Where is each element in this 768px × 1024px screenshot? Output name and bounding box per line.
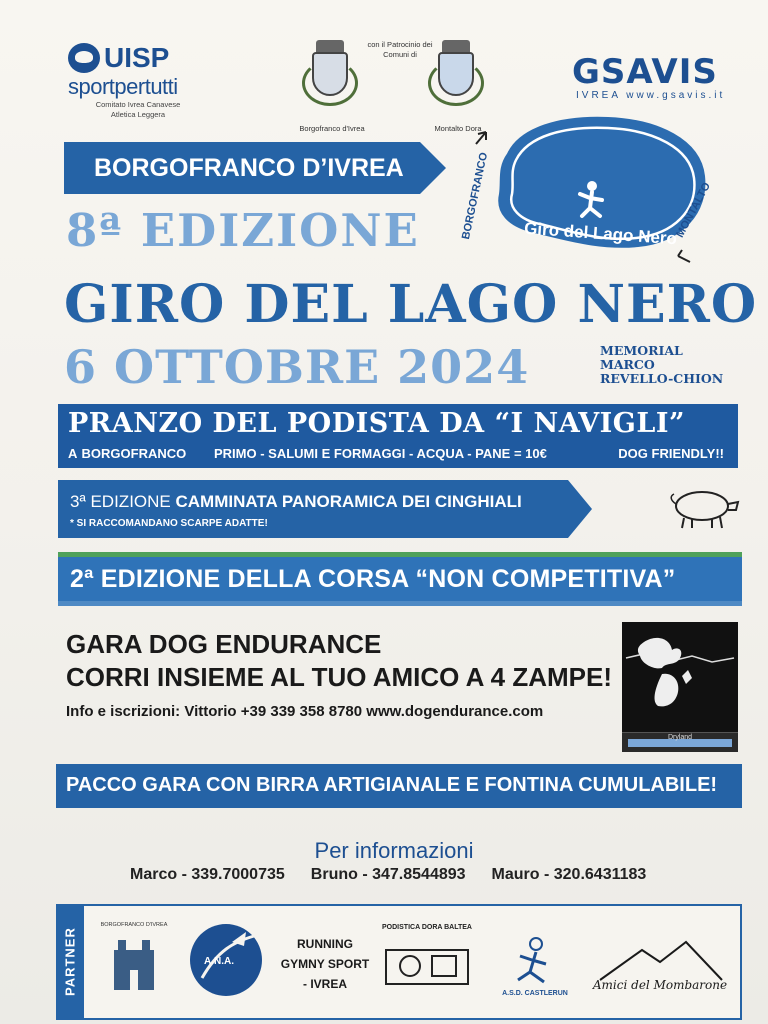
memorial-block xyxy=(600,344,723,386)
memorial-line-3: REVELLO-CHION xyxy=(600,371,724,386)
camminata-edition: 3ª EDIZIONE xyxy=(70,492,171,511)
dog-endurance-line-1: GARA DOG ENDURANCE xyxy=(66,629,382,659)
lago-nero-logo xyxy=(460,110,730,270)
gsavis-name: GSAVIS xyxy=(572,52,718,92)
corsa-title: 2ª EDIZIONE DELLA CORSA “NON COMPETITIVA” xyxy=(70,565,676,593)
partner-logo-ana xyxy=(188,920,264,1006)
partner-5-text: A.S.D. CASTLERUN xyxy=(502,990,568,997)
dora-baltea-icon xyxy=(380,920,474,1006)
partner-3-text: RUNNING GYMNY SPORT - IVREA xyxy=(280,937,370,991)
partner-label: PARTNER xyxy=(62,927,78,997)
lake-label-right: MONTALTO xyxy=(674,180,713,240)
lake-shape-icon xyxy=(468,110,730,270)
patronage-text: con il Patrocinio dei Comuni di xyxy=(367,40,433,59)
dog-runner-icon xyxy=(622,622,738,732)
event-date: 6 OTTOBRE 2024 xyxy=(64,340,530,394)
uisp-tagline: sportpertutti xyxy=(68,74,178,99)
partner-logo-running-gymny xyxy=(274,920,374,1006)
pacco-gara-text: PACCO GARA CON BIRRA ARTIGIANALE E FONTINA CUMULABILE! xyxy=(66,774,718,796)
castle-icon xyxy=(104,920,164,1006)
dryland-label: Dryland xyxy=(667,734,693,741)
corsa-banner xyxy=(58,552,742,606)
camminata-note: * SI RACCOMANDANO SCARPE ADATTE! xyxy=(70,518,268,529)
dog-endurance-line-2: CORRI INSIEME AL TUO AMICO A 4 ZAMPE! xyxy=(66,662,613,692)
event-title: GIRO DEL LAGO NERO xyxy=(64,274,758,335)
contact-mauro: Mauro - 320.6431183 xyxy=(491,866,647,883)
info-heading: Per informazioni xyxy=(314,838,474,863)
dog-endurance-logo xyxy=(622,622,738,752)
montalto-crest-icon xyxy=(426,40,486,110)
pranzo-banner xyxy=(58,404,738,468)
contact-bruno: Bruno - 347.8544893 xyxy=(310,866,466,883)
pranzo-title: PRANZO DEL PODISTA DA “I NAVIGLI” xyxy=(68,408,685,439)
uisp-name: UISP xyxy=(104,42,170,73)
camminata-name: CAMMINATA PANORAMICA DEI CINGHIALI xyxy=(175,492,522,511)
partner-1-text: BORGOFRANCO D'IVREA xyxy=(100,922,168,928)
edition-title: 8ª EDIZIONE xyxy=(66,204,420,257)
camminata-title xyxy=(70,492,522,512)
town-left-label: Borgofranco d'Ivrea xyxy=(299,124,365,133)
dog-endurance-title xyxy=(66,628,612,694)
pranzo-menu: PRIMO - SALUMI E FORMAGGI - ACQUA - PANE = 10€ xyxy=(214,446,547,461)
borgofranco-crest-icon xyxy=(300,40,360,110)
town-right-label: Montalto Dora xyxy=(434,124,482,133)
memorial-line-1: MEMORIAL xyxy=(600,343,683,358)
camminata-banner xyxy=(58,480,568,538)
boar-icon xyxy=(668,484,740,532)
pranzo-dog-friendly: DOG FRIENDLY!! xyxy=(618,446,724,461)
location-banner xyxy=(64,142,420,194)
uisp-committee: Comitato Ivrea Canavese xyxy=(95,100,181,109)
lake-label-bottom: Giro del Lago Nero xyxy=(523,218,678,249)
partner-4-text: PODISTICA DORA BALTEA xyxy=(382,924,472,931)
contacts-row xyxy=(130,866,646,884)
mountain-icon xyxy=(590,920,730,1006)
gsavis-logo xyxy=(572,52,725,101)
contact-marco: Marco - 339.7000735 xyxy=(130,866,285,883)
memorial-line-2: MARCO xyxy=(600,357,655,372)
partner-logo-mombarone xyxy=(590,920,730,1006)
gsavis-sub: IVREA www.gsavis.it xyxy=(576,90,726,101)
partner-2-text: A.N.A. xyxy=(204,956,234,967)
partner-logo-borgofranco xyxy=(100,920,168,1006)
partner-logo-castlerun xyxy=(490,920,580,1006)
lake-label-left: BORGOFRANCO xyxy=(460,151,491,241)
partner-6-text: Amici del Mombarone xyxy=(592,978,728,992)
uisp-logo xyxy=(68,42,208,120)
dog-endurance-info: Info e iscrizioni: Vittorio +39 339 358 8780 www.dogendurance.com xyxy=(66,703,544,720)
uisp-emblem-icon xyxy=(68,43,100,73)
pacco-gara-banner xyxy=(56,764,742,808)
partner-logo-podistica xyxy=(380,920,474,1006)
pranzo-place: A BORGOFRANCO xyxy=(68,446,187,461)
location-text: BORGOFRANCO D’IVREA xyxy=(94,153,404,182)
uisp-section: Atletica Leggera xyxy=(110,110,166,119)
